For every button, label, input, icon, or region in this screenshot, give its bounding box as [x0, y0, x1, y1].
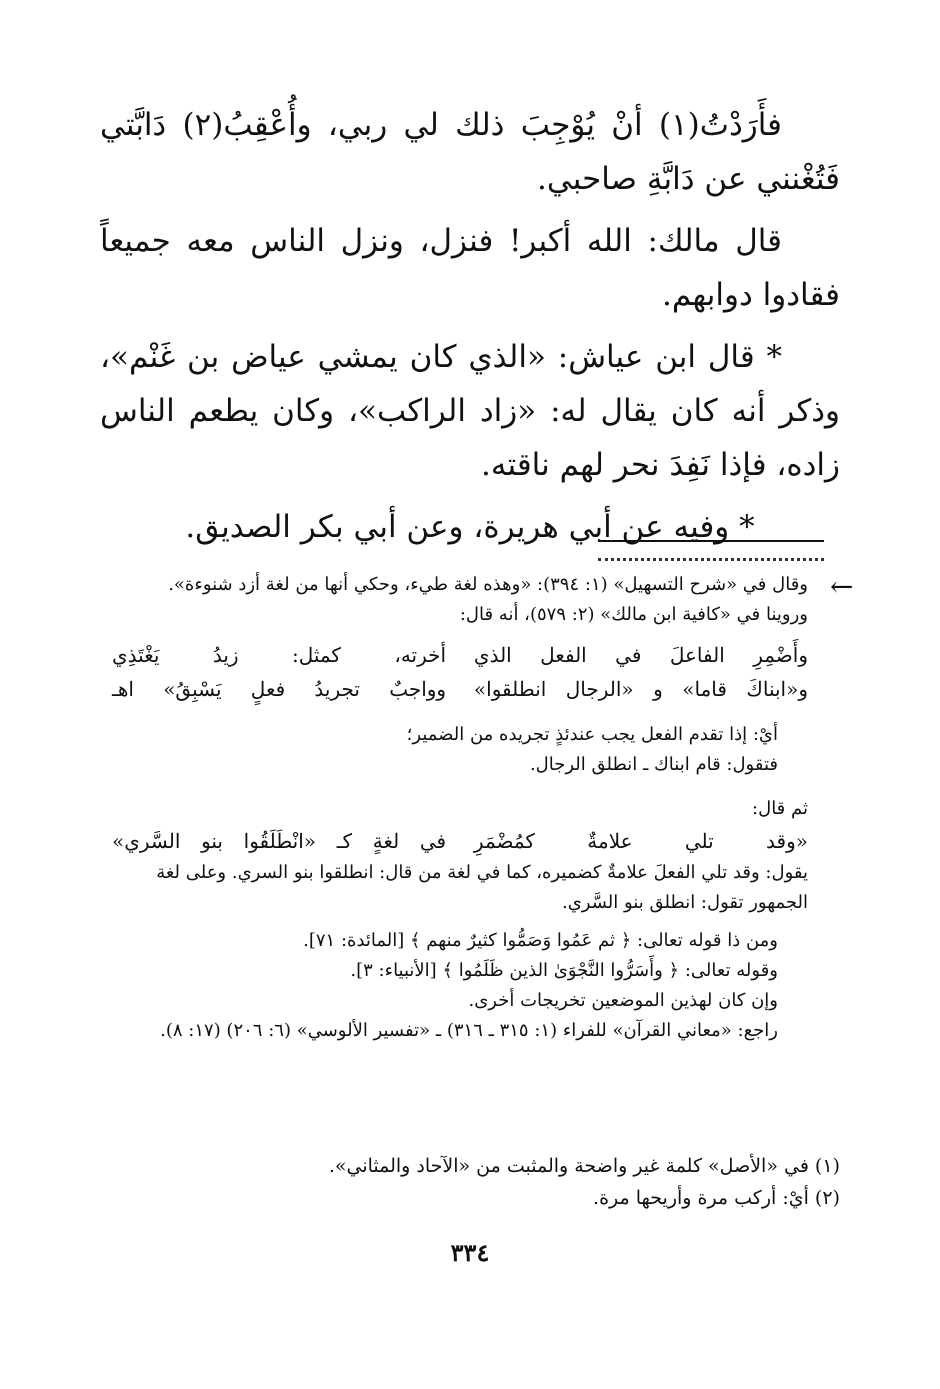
main-paragraph-1: فأَرَدْتُ(١) أنْ يُوْجِبَ ذلك لي ربي، وأُعْقِبُ(٢) دَابَّتي فَتُغْنني عن دَابَّةِ صاحبي. — [100, 107, 840, 197]
note-line: وقوله تعالى: ﴿ وأَسَرُّوا النَّجْوَىٰ الذين ظَلَمُوا ﴾ [الأنبياء: ٣]. — [350, 960, 778, 981]
verse-hemistich: في لغةٍ كـ «انْطَلَقُوا بنو السَّري» — [112, 829, 447, 853]
main-paragraph-3: * قال ابن عياش: «الذي كان يمشي عياض بن غَنْم»، وذكر أنه كان يقال له: «زاد الراكب»، وكان يطعم الناس زاده، فإذا نَفِدَ نحر لهم ناقته. — [100, 339, 840, 483]
note-line: ومن ذا قوله تعالى: ﴿ ثم عَمُوا وَصَمُّوا كثيرٌ منهم ﴾ [المائدة: ٧١]. — [303, 930, 778, 951]
verse-hemistich: «وقد تلي علامةٌ كمُضْمَرِ — [473, 829, 808, 853]
left-arrow-icon: ← — [830, 570, 854, 603]
main-paragraph-2: قال مالك: الله أكبر! فنزل، ونزل الناس معه جميعاً فقادوا دوابهم. — [100, 223, 840, 313]
poem-verse — [112, 672, 808, 706]
main-paragraph-4: * وفيه عن أبي هريرة، وعن أبي بكر الصديق. — [185, 509, 755, 545]
note-line: وروينا في «كافية ابن مالك» (٢: ٥٧٩)، أنه قال: — [459, 604, 808, 625]
note-line: وإن كان لهذين الموضعين تخريجات أخرى. — [468, 990, 778, 1011]
note-line: فتقول: قام ابناك ـ انطلق الرجال. — [529, 754, 778, 775]
note-line: وقال في «شرح التسهيل» (١: ٣٩٤): «وهذه لغة طيء، وحكي أنها من لغة أزد شنوءة». — [168, 574, 808, 595]
poem-verse — [112, 824, 808, 858]
page-number: ٣٣٤ — [450, 1238, 490, 1267]
note-line: راجع: «معاني القرآن» للفراء (١: ٣١٥ ـ ٣١٦) ـ «تفسير الألوسي» (٦: ٢٠٦) (١٧: ٨). — [160, 1020, 778, 1041]
main-text — [100, 98, 840, 554]
note-line: ثم قال: — [752, 798, 808, 819]
note-line: يقول: وقد تلي الفعلَ علامةٌ كضميره، كما في لغة من قال: انطلقوا بنو السري. وعلى لغة الجمهور تقول: انطلق بنو السَّري. — [156, 862, 808, 913]
footnotes — [112, 1150, 840, 1214]
verse-hemistich: أخرته، كمثل: زيدُ يَغْتَذِي — [112, 643, 447, 667]
footnote: (٢) أيْ: أركب مرة وأريحها مرة. — [593, 1187, 840, 1209]
note-line: أيْ: إذا تقدم الفعل يجب عندئذٍ تجريده من الضمير؛ — [406, 724, 778, 745]
poem-verse — [112, 638, 808, 672]
footnote: (١) في «الأصل» كلمة غير واضحة والمثبت من «الآحاد والمثاني». — [328, 1155, 840, 1177]
continued-note — [112, 570, 808, 1046]
dotted-separator — [598, 558, 824, 561]
verse-hemistich: وأَضْمِرِ الفاعلَ في الفعل الذي — [473, 643, 808, 667]
verse-hemistich: و«ابناكَ قاما» و «الرجال انطلقوا» — [473, 677, 808, 701]
separator-rule — [598, 540, 824, 542]
verse-hemistich: وواجبٌ تجريدُ فعلٍ يَسْبِقُ» اهـ — [112, 677, 447, 701]
